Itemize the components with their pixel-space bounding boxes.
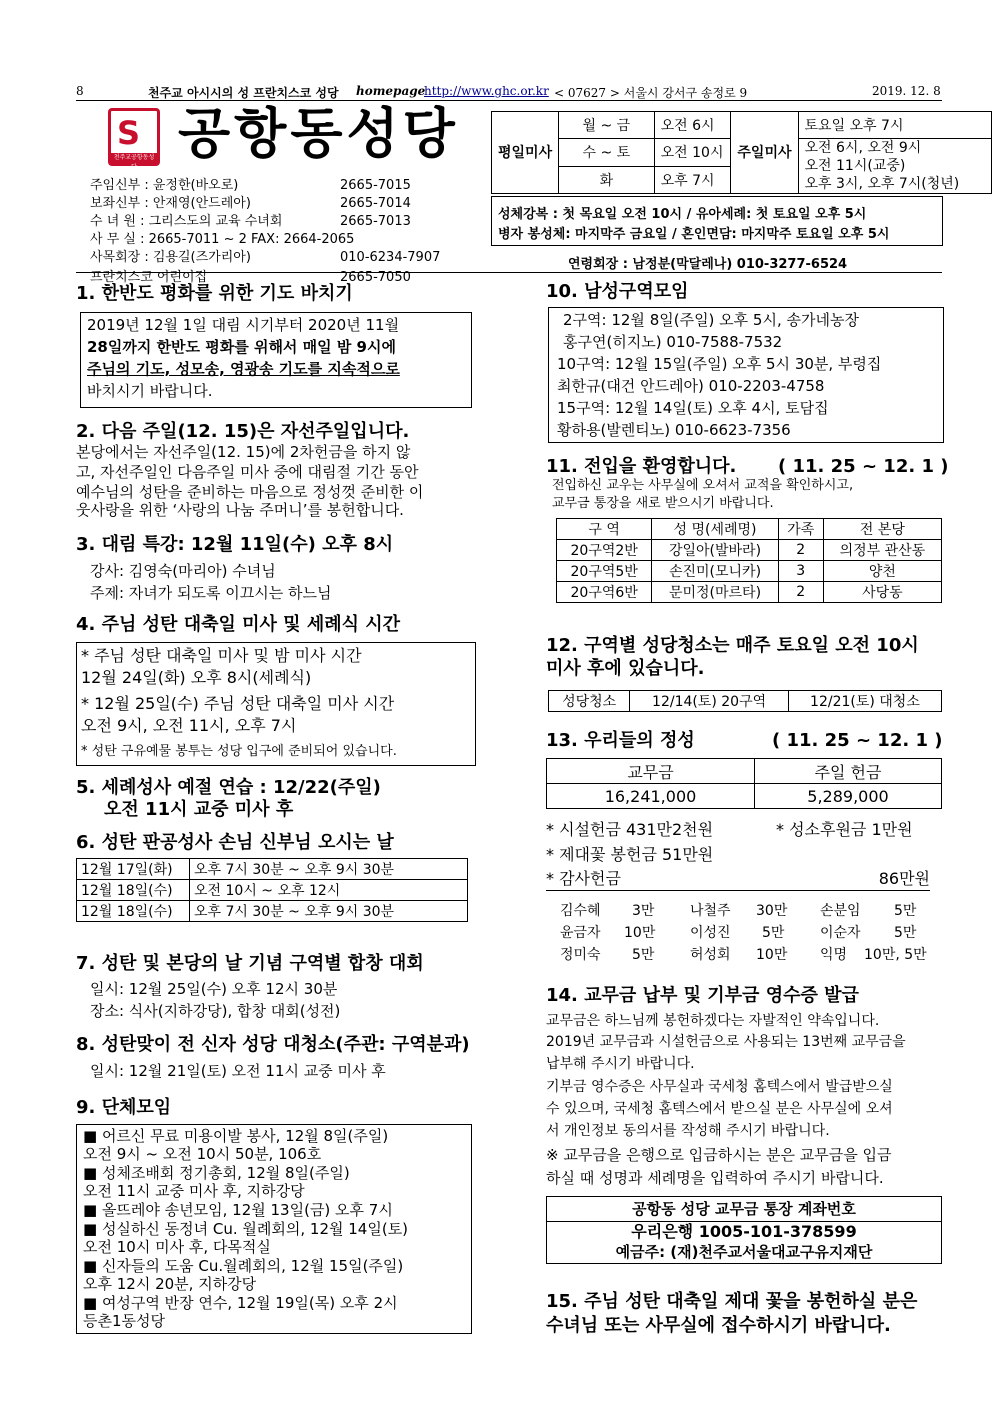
parish-logo [108,108,160,171]
table-row: 20구역2반 강일아(발바라) 2 의정부 관산동 [557,540,942,561]
bank-account-box [546,1196,942,1264]
table-row: 12월 17일(화) 오후 7시 30분 ~ 오후 9시 30분 [77,859,468,880]
account-holder: 예금주: (재)천주교서울대교구유지재단 [615,1243,873,1261]
confession-schedule-table [76,858,468,922]
cross-s-icon: S [117,114,141,152]
offerings-table [546,758,942,809]
homepage-label: homepage [356,84,426,98]
thanks-offering-line: * 감사헌금 86만원 [546,868,930,891]
section-1-title: 1. 한반도 평화를 위한 기도 바치기 [76,283,353,304]
mass-schedule: 평일미사 월 ~ 금 오전 6시 주일미사 토요일 오후 7시 수 ~ 토 오전 10시 오전 6시, 오전 9시 오전 11시(교중) 오후 3시, 오후 7시(청년) 화 오후 7시 [491,111,992,194]
mens-district-box: 2구역: 12월 8일(주일) 오후 5시, 송가네농장 홍구연(히지노) 010-7588-7532 10구역: 12월 15일(주일) 오후 5시 30분, 부령집 최한규(대건 안드레아) 010-2203-4758 15구역: 12월 14일(토) 오후 4시, 토담집 황하용(발렌티노) 010-6623-7356 [548,307,944,443]
section-4-title: 4. 주님 성탄 대축일 미사 및 세례식 시간 [76,614,401,635]
section-10-title: 10. 남성구역모임 [546,281,689,302]
top-rule [76,272,942,273]
funeral-committee: 연령회장 : 남정분(막달레나) 010-3277-6524 [568,257,848,272]
staff-row: 주임신부 : 윤정한(바오로) 2665-7015 [90,178,411,193]
section-9-title: 9. 단체모임 [76,1097,172,1118]
section-3-title: 3. 대림 특강: 12월 11일(수) 오후 8시 [76,534,394,555]
donor-list [560,900,940,966]
address: < 07627 > 서울시 강서구 송정로 9 [554,86,748,100]
list-item: 정미숙 5만 허성회 10만 익명 10만, 5만 [560,947,927,963]
staff-row: 사 무 실 : 2665-7011 ~ 2 FAX: 2664-2065 [90,232,355,247]
list-item: 김수혜 3만 나철주 30만 손분임 5만 [560,903,917,919]
staff-row: 수 녀 원 : 그리스도의 교육 수녀회 2665-7013 [90,214,411,229]
peace-prayer-box: 2019년 12월 1일 대림 시기부터 2020년 11월 28일까지 한반도 평화를 위해서 매일 밤 9시에 주님의 기도, 성모송, 영광송 기도를 지속적으로 바치시기 바랍니다. [80,312,472,408]
account-title: 공항동 성당 교무금 통장 계좌번호 [547,1197,941,1222]
table-row: 성당청소 12/14(토) 20구역 12/21(토) 대청소 [549,691,942,712]
org-name: 천주교 아시시의 성 프란치스코 성당 [148,86,339,100]
section-15-line2: 수녀님 또는 사무실에 접수하시기 바랍니다. [546,1315,891,1336]
list-item: 윤금자 10만 이성진 5만 이순자 5만 [560,925,917,941]
section-6-title: 6. 성탄 판공성사 손님 신부님 오시는 날 [76,832,394,853]
sunday-mass-label: 주일미사 [731,112,798,194]
sacrament-note-box: 성체강복 : 첫 목요일 오전 10시 / 유아세례: 첫 토요일 오후 5시 병자 봉성체: 마지막주 금요일 / 혼인면담: 마지막주 토요일 오후 5시 [491,196,943,246]
section-7-title: 7. 성탄 및 본당의 날 기념 구역별 합창 대회 [76,953,424,974]
staff-row: 사목회장 : 김용길(즈가리아) 010-6234-7907 [90,250,441,265]
group-meetings-box: ■ 어르신 무료 미용이발 봉사, 12월 8일(주일) 오전 9시 ~ 오전 10시 50분, 106호 ■ 성체조배회 정기총회, 12월 8일(주일) 오전 11시 교중 미사 후, 지하강당 ■ 올뜨레야 송년모임, 12월 13일(금) 오후 7시 ■ 성실하신 동정녀 Cu. 월례회의, 12월 14일(토) 오전 10시 미사 후, 다목적실 ■ 신자들의 도움 Cu.월례회의, 12월 15일(주일) 오후 12시 20분, 지하강당 ■ 여성구역 반장 연수, 12월 19일(목) 오후 2시 등촌1동성당 [76,1124,472,1334]
table-row: 20구역6반 문미정(마르타) 2 사당동 [557,582,942,603]
parish-title: 공항동성당 [178,102,459,165]
account-number: 우리은행 1005-101-378599 [631,1222,857,1241]
table-row: 12월 18일(수) 오후 7시 30분 ~ 오후 9시 30분 [77,901,468,922]
issue-date: 2019. 12. 8 [872,84,941,98]
section-2-title: 2. 다음 주일(12. 15)은 자선주일입니다. [76,421,410,442]
section-8-title: 8. 성탄맞이 전 신자 성당 대청소(주관: 구역분과) [76,1034,470,1055]
page-number: 8 [76,84,84,98]
header-rule [76,100,942,101]
table-row: 12월 18일(수) 오전 10시 ~ 오후 12시 [77,880,468,901]
staff-row: 보좌신부 : 안재영(안드레아) 2665-7014 [90,196,411,211]
section-5-title: 5. 세례성사 예절 연습 : 12/22(주일) [76,777,381,798]
table-row: 20구역5반 손진미(모니카) 3 양천 [557,561,942,582]
page-header [76,84,942,100]
christmas-mass-box: * 주님 성탄 대축일 미사 및 밤 미사 시간 12월 24일(화) 오후 8시(세례식) * 12월 25일(수) 주님 성탄 대축일 미사 시간 오전 9시, 오전 11시, 오후 7시 * 성탄 구유예물 봉투는 성당 입구에 준비되어 있습니다. [76,642,476,766]
section-12-title-line2: 미사 후에 있습니다. [546,658,705,679]
cleaning-table [548,690,942,712]
weekday-mass-label: 평일미사 [492,112,559,194]
section-12-title: 12. 구역별 성당청소는 매주 토요일 오전 10시 [546,635,919,656]
staff-row: 프란치스코 어린이집 2665-7050 [90,270,411,285]
section-15-title: 15. 주님 성탄 대축일 제대 꽃을 봉헌하실 분은 [546,1291,918,1312]
section-13-title: 13. 우리들의 정성 [546,730,695,751]
section-11-period: ( 11. 25 ~ 12. 1 ) [778,456,949,477]
homepage-link[interactable]: http://www.ghc.or.kr [424,84,549,98]
table-header-row: 구 역 성 명(세례명) 가족 전 본당 [557,519,942,540]
section-13-period: ( 11. 25 ~ 12. 1 ) [772,730,943,751]
table-row: 16,241,000 5,289,000 [547,784,942,809]
section-14-title: 14. 교무금 납부 및 기부금 영수증 발급 [546,985,859,1006]
table-header-row: 교무금 주일 헌금 [547,759,942,784]
newcomers-table [556,518,942,603]
section-5-line2: 오전 11시 교중 미사 후 [104,799,294,820]
section-11-title: 11. 전입을 환영합니다. [546,456,737,477]
logo-caption: 천주교공항동성당 [111,153,157,163]
